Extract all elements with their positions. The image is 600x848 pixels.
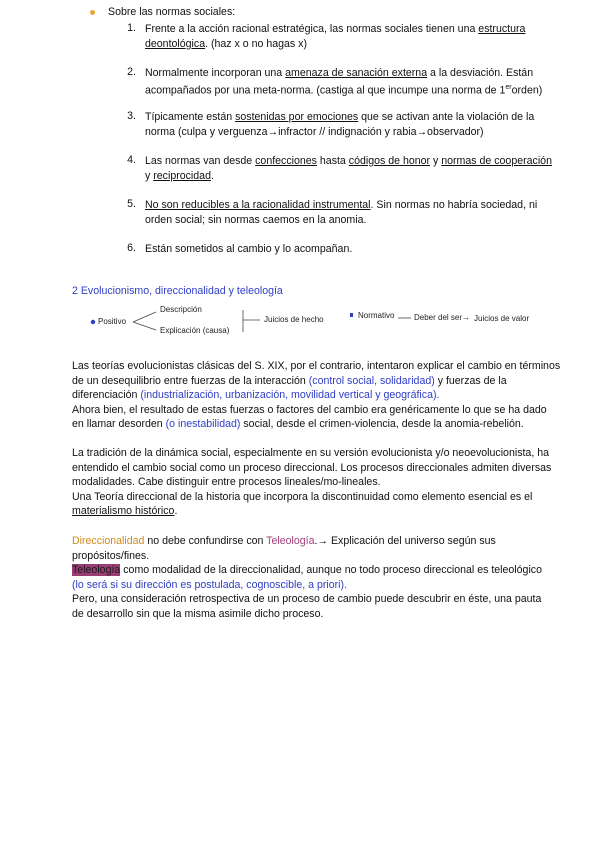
bullet-dot-icon bbox=[90, 10, 95, 15]
section-heading: 2 Evolucionismo, direccionalidad y teleología bbox=[72, 285, 283, 297]
list-item: Típicamente están sostenidas por emociones que se activan ante la violación de la norma (culpa y verguenza→infractor // indignación y rabia→observador) bbox=[145, 111, 535, 138]
classification-diagram bbox=[88, 302, 548, 342]
diagram-positivo: Positivo bbox=[98, 317, 127, 326]
item-number: 1. bbox=[127, 22, 136, 34]
list-item: Están sometidos al cambio y lo acompañan. bbox=[145, 243, 353, 255]
diagram-normativo: Normativo bbox=[358, 311, 395, 320]
diagram-arrow-icon: → bbox=[462, 313, 470, 322]
item-number: 5. bbox=[127, 198, 136, 210]
list-item: Frente a la acción racional estratégica, las normas sociales tienen una estructura deontológica. (haz x o no hagas x) bbox=[145, 23, 526, 50]
item-number: 4. bbox=[127, 154, 136, 166]
bullet-label: Sobre las normas sociales: bbox=[108, 6, 236, 18]
positivo-dot-icon bbox=[91, 320, 95, 324]
normativo-dot-icon bbox=[350, 313, 353, 317]
diagram-deber: Deber del ser bbox=[414, 313, 463, 322]
item-number: 3. bbox=[127, 110, 136, 122]
diagram-explicacion: Explicación (causa) bbox=[160, 326, 230, 335]
list-item: Normalmente incorporan una amenaza de sanación externa a la desviación. Están acompañados por una meta-norma. (castiga al que incumpe una norma de 1erorden) bbox=[145, 67, 543, 97]
paragraph-direccionalidad: Direccionalidad no debe confundirse con Teleología.→ Explicación del universo según sus propósitos/fines. Teleología como modalidad de la direccionalidad, aunque no todo proceso direccional es teleológico (lo será si su dirección es postulada, cognoscible, a priori). Pero, una consideración retrospectiva de un proceso de cambio puede descubrir en éste, una pauta de desarrollo sin que la misma asimile dicho proceso. bbox=[72, 535, 542, 620]
diagram-juicios-valor: Juicios de valor bbox=[474, 314, 530, 323]
item-number: 6. bbox=[127, 242, 136, 254]
list-item: Las normas van desde confecciones hasta códigos de honor y normas de cooperación y reciprocidad. bbox=[145, 155, 552, 182]
list-item: No son reducibles a la racionalidad instrumental. Sin normas no habría sociedad, ni orden social; sin normas caemos en la anomia. bbox=[145, 199, 538, 226]
diagram-juicios-hecho: Juicios de hecho bbox=[264, 315, 324, 324]
item-number: 2. bbox=[127, 66, 136, 78]
paragraph-tradicion: La tradición de la dinámica social, especialmente en su versión evolucionista y/o neoevolucionista, ha entendido el cambio social como un proceso direccional. Los procesos direccionales admiten diversas modalidades. Cabe distinguir entre procesos lineales/mo-lineales. Una Teoría direccional de la historia que incorpora la discontinuidad como elemento esencial es el materialismo histórico. bbox=[72, 447, 552, 518]
paragraph-evolucionismo: Las teorías evolucionistas clásicas del S. XIX, por el contrario, intentaron explicar el cambio en términos de un desequilibrio entre fuerzas de la interacción (control social, solidaridad) y fuerzas de la diferenciación (industrialización, urbanización, movilidad vertical y geográfica). Ahora bien, el resultado de estas fuerzas o factores del cambio era genéricamente lo que se ha dado en llamar desorden (o inestabilidad) social, desde el crimen-violencia, desde la anomia-rebelión. bbox=[72, 360, 561, 431]
diagram-descripcion: Descripción bbox=[160, 305, 202, 314]
